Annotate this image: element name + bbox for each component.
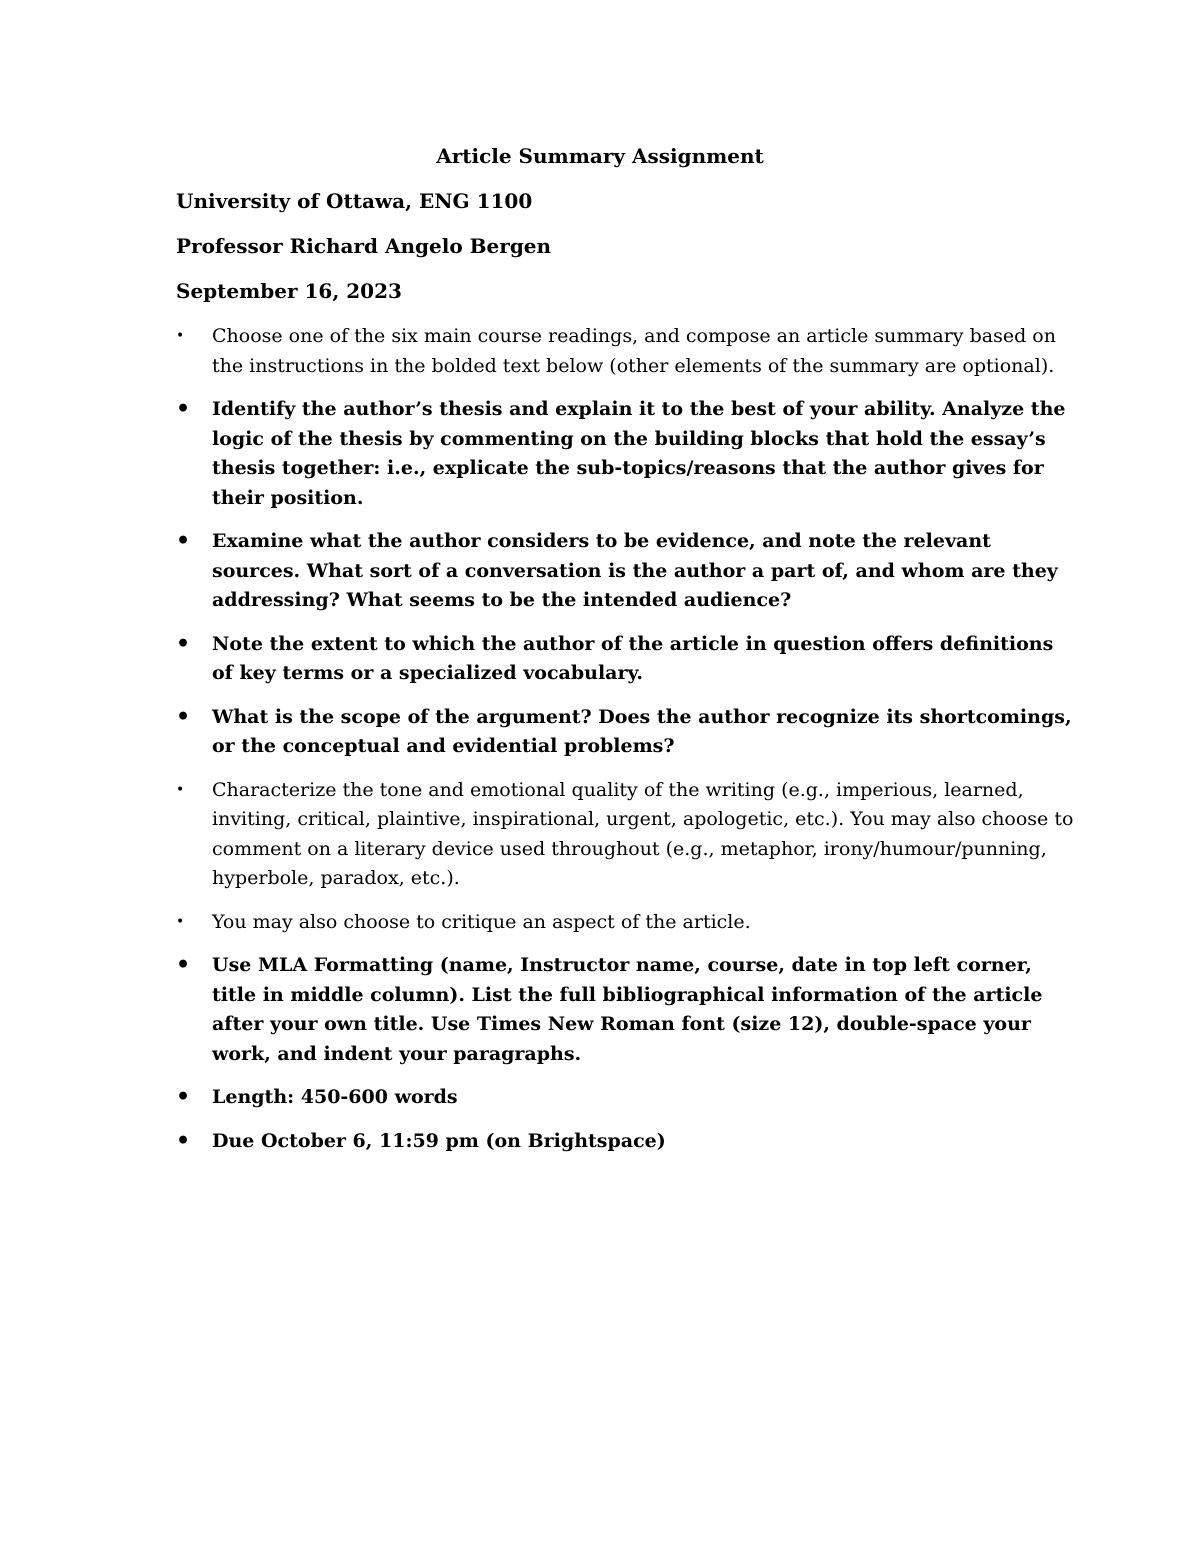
- list-item: [176, 776, 1076, 894]
- bullet-icon: •: [176, 396, 191, 422]
- bullet-icon: •: [176, 781, 185, 798]
- bullet-icon: •: [176, 528, 191, 554]
- header-professor: Professor Richard Angelo Bergen: [176, 234, 552, 258]
- bullet-icon: •: [176, 630, 191, 657]
- list-item-text: Use MLA Formatting (name, Instructor name, course, date in top left corner, title in middle column). List the full bibliographical information of the article after your own title. Use Times New Roman font (size 12), double-space your work, and indent your paragraphs.: [212, 954, 1043, 1065]
- list-item-text: Due October 6, 11:59 pm (on Brightspace): [212, 1129, 666, 1152]
- bullet-icon: •: [176, 952, 191, 978]
- header-university: University of Ottawa, ENG 1100: [176, 189, 533, 213]
- list-item-text: Characterize the tone and emotional quality of the writing (e.g., imperious, learned, inviting, critical, plaintive, inspirational, urgent, apologetic, etc.). You may also choose to comment on a literary device used throughout (e.g., metaphor, irony/humour/punning, hyperbole, paradox, etc.).: [212, 778, 1074, 889]
- list-item-text: Examine what the author considers to be evidence, and note the relevant sources. What sort of a conversation is the author a part of, and whom are they addressing? What seems to be the intended audience?: [212, 530, 1058, 611]
- list-item-text: Identify the author’s thesis and explain it to the best of your ability. Analyze the logic of the thesis by commenting on the building blocks that hold the essay’s thesis together: i.e., explicate the sub-topics/reasons that the author gives for their position.: [212, 398, 1066, 509]
- list-item: [176, 1083, 1076, 1113]
- bullet-icon: •: [176, 703, 191, 730]
- list-item-text: Choose one of the six main course readings, and compose an article summary based on the instructions in the bolded text below (other elements of the summary are optional).: [212, 325, 1056, 377]
- list-item-text: Note the extent to which the author of the article in question offers definitions of key terms or a specialized vocabulary.: [212, 632, 1054, 684]
- list-item: [176, 908, 1076, 938]
- list-item: [176, 1127, 1076, 1157]
- list-item: [176, 527, 1076, 616]
- document-title: Article Summary Assignment: [436, 144, 764, 168]
- list-item-text: Length: 450-600 words: [212, 1086, 458, 1108]
- bullet-icon: •: [176, 1084, 191, 1110]
- bullet-icon: •: [176, 913, 185, 930]
- list-item: [176, 395, 1076, 513]
- list-item-text: What is the scope of the argument? Does the author recognize its shortcomings, or the conceptual and evidential problems?: [212, 705, 1072, 757]
- list-item: [176, 951, 1076, 1069]
- bullet-icon: •: [176, 328, 185, 344]
- instruction-list: [176, 322, 1076, 1170]
- list-item: [176, 703, 1076, 762]
- list-item-text: You may also choose to critique an aspect of the article.: [212, 910, 751, 933]
- bullet-icon: •: [176, 1127, 191, 1154]
- list-item: [176, 630, 1076, 689]
- list-item: [176, 322, 1076, 381]
- header-date: September 16, 2023: [176, 279, 402, 303]
